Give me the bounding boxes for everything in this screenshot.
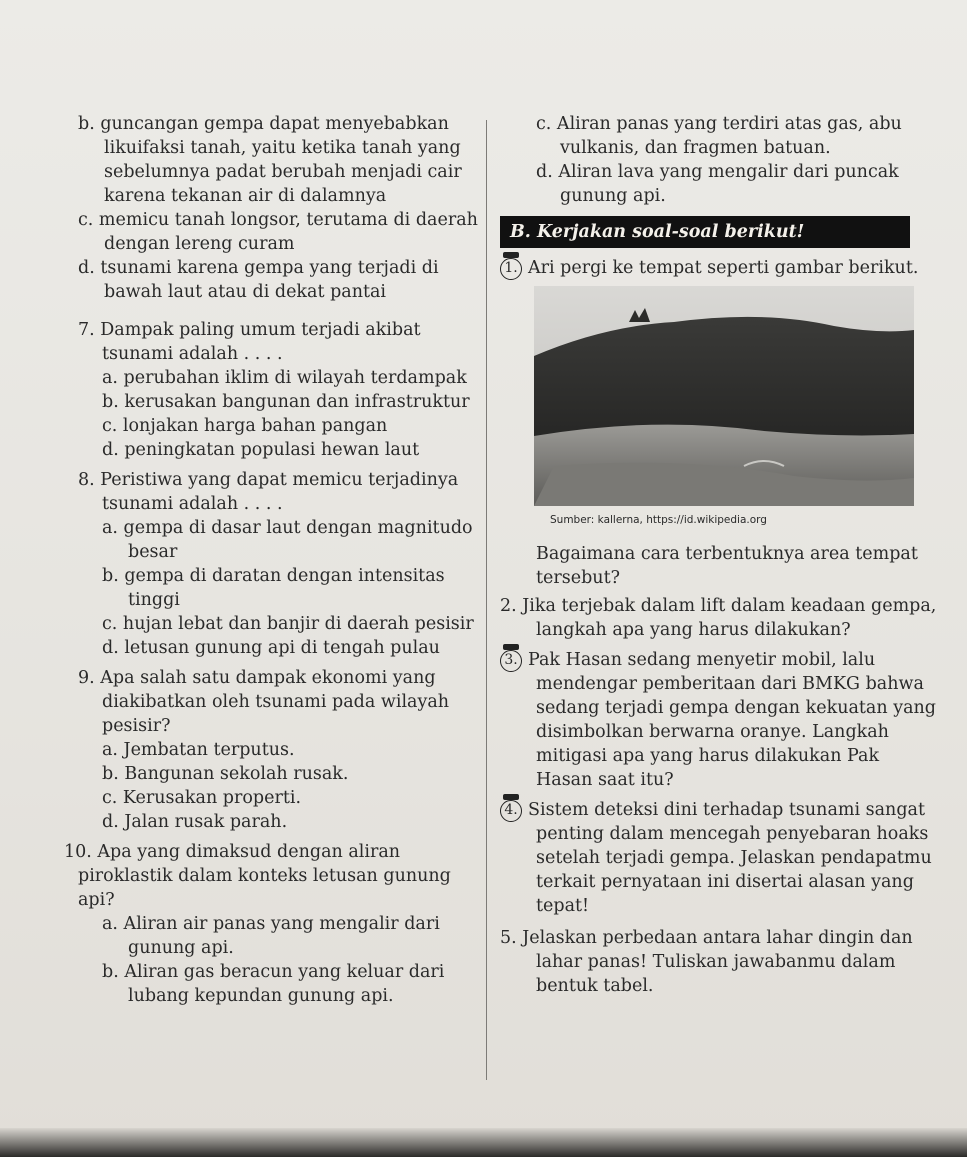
question-9-option-d: d. Jalan rusak parah.: [102, 812, 288, 832]
hots-badge-3: 3.: [500, 650, 522, 672]
question-10-option-a: a. Aliran air panas yang mengalir dari gunung api.: [102, 914, 440, 958]
essay-5: 5. Jelaskan perbedaan antara lahar dingin dan lahar panas! Tuliskan jawabanmu dalam bentuk tabel.: [500, 928, 913, 996]
mountain-landscape-image: [534, 286, 914, 506]
question-8-option-c: c. hujan lebat dan banjir di daerah pesisir: [102, 614, 474, 634]
prev-option-c: c. memicu tanah longsor, terutama di daerah dengan lereng curam: [78, 210, 478, 254]
prev-option-c-right: c. Aliran panas yang terdiri atas gas, abu vulkanis, dan fragmen batuan.: [536, 114, 902, 158]
essay-3: [500, 648, 940, 792]
question-7-option-c: c. lonjakan harga bahan pangan: [102, 416, 388, 436]
prev-option-b: b. guncangan gempa dapat menyebabkan likuifaksi tanah, yaitu ketika tanah yang sebelumnya padat berubah menjadi cair karena tekanan air di dalamnya: [78, 114, 462, 206]
image-credit: Sumber: kallerna, https://id.wikipedia.org: [550, 514, 767, 526]
question-10-option-b: b. Aliran gas beracun yang keluar dari lubang kepundan gunung api.: [102, 962, 445, 1006]
essay-1-question: Bagaimana cara terbentuknya area tempat tersebut?: [536, 544, 918, 588]
right-column: [500, 112, 940, 998]
question-9-stem: 9. Apa salah satu dampak ekonomi yang diakibatkan oleh tsunami pada wilayah pesisir?: [78, 668, 450, 736]
essay-4-text: Sistem deteksi dini terhadap tsunami sangat penting dalam mencegah penyebaran hoaks setelah terjadi gempa. Jelaskan pendapatmu terkait pernyataan ini disertai alasan yang tepat!: [528, 800, 932, 916]
question-9-option-b: b. Bangunan sekolah rusak.: [102, 764, 349, 784]
hots-badge-4: 4.: [500, 800, 522, 822]
prev-option-d-right: d. Aliran lava yang mengalir dari puncak gunung api.: [536, 162, 899, 206]
question-8-option-d: d. letusan gunung api di tengah pulau: [102, 638, 440, 658]
section-header: B. Kerjakan soal-soal berikut!: [500, 216, 910, 248]
prev-option-d: d. tsunami karena gempa yang terjadi di bawah laut atau di dekat pantai: [78, 258, 439, 302]
essay-2: 2. Jika terjebak dalam lift dalam keadaan gempa, langkah apa yang harus dilakukan?: [500, 596, 937, 640]
question-7-option-b: b. kerusakan bangunan dan infrastruktur: [102, 392, 470, 412]
question-7-stem: 7. Dampak paling umum terjadi akibat tsunami adalah . . . .: [78, 320, 421, 364]
question-7-option-d: d. peningkatan populasi hewan laut: [102, 440, 420, 460]
essay-4: [500, 798, 940, 918]
essay-1-text: Ari pergi ke tempat seperti gambar berikut.: [528, 258, 919, 278]
landscape-photo: [534, 286, 914, 506]
left-column: [64, 112, 478, 1008]
question-8-option-a: a. gempa di dasar laut dengan magnitudo besar: [102, 518, 473, 562]
question-9-option-c: c. Kerusakan properti.: [102, 788, 302, 808]
question-9-option-a: a. Jembatan terputus.: [102, 740, 295, 760]
page-edge-shadow: [0, 1128, 967, 1157]
hots-badge-1: 1.: [500, 258, 522, 280]
column-divider: [486, 120, 487, 1080]
question-8-option-b: b. gempa di daratan dengan intensitas tinggi: [102, 566, 445, 610]
question-7-option-a: a. perubahan iklim di wilayah terdampak: [102, 368, 467, 388]
essay-1: [500, 256, 940, 280]
question-8-stem: 8. Peristiwa yang dapat memicu terjadinya tsunami adalah . . . .: [78, 470, 459, 514]
essay-3-text: Pak Hasan sedang menyetir mobil, lalu mendengar pemberitaan dari BMKG bahwa sedang terjadi gempa dengan kekuatan yang disimbolkan berwarna oranye. Langkah mitigasi apa yang harus dilakukan Pak Hasan saat itu?: [528, 650, 936, 790]
question-10-stem: 10. Apa yang dimaksud dengan aliran piroklastik dalam konteks letusan gunung api?: [64, 842, 451, 910]
